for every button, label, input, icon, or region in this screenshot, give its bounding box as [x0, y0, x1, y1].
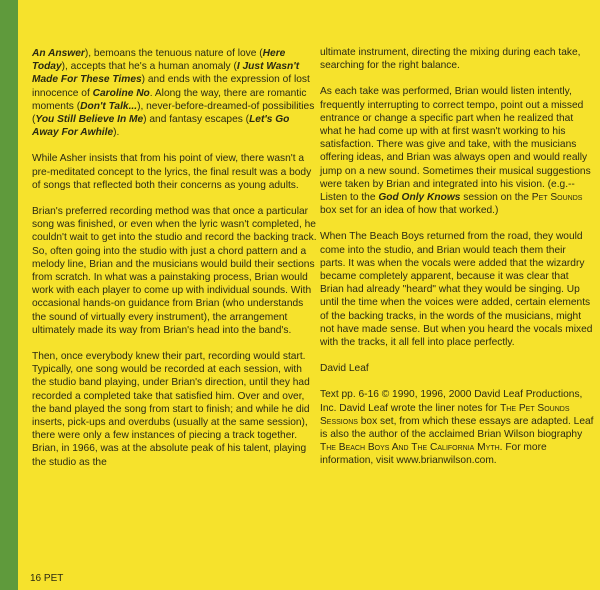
left-column — [32, 47, 317, 482]
booklet-page — [18, 0, 600, 590]
song-title: God Only Knows — [378, 192, 461, 204]
song-title: Caroline No — [92, 87, 150, 99]
paragraph-copyright — [320, 388, 594, 467]
text-span: As each take was performed, Brian would listen intently, frequently interrupting to correct tempo, point out a missed entrance or change a specific part when he realized that what he had come up with at first wasn't working to his satisfaction. There was give and take, with the musicians offering ideas, and Brian was always open and would really jump on a new sound. Sometimes their musical suggestions were taken by Brian and integrated into his vision. (e.g.--Listen to the — [320, 86, 591, 204]
song-title: Here Today — [32, 48, 286, 73]
text-span: ). — [113, 127, 120, 139]
text-span: ), never-before-dreamed-of possibilities ( — [32, 100, 315, 126]
book-title: The Beach Boys And The California Myth — [320, 442, 500, 454]
text-span: box set, from which these essays are adapted. Leaf is also the author of the acclaimed Brian Wilson biography — [320, 415, 594, 441]
song-title: Let's Go Away For Awhile — [32, 114, 290, 139]
page-number: 16 PET — [30, 573, 64, 584]
author-signature: David Leaf — [320, 363, 369, 375]
paragraph-mixing: ultimate instrument, directing the mixing during each take, searching for the right balance. — [320, 47, 581, 72]
paragraph-vocals: When The Beach Boys returned from the road, they would come into the studio, and Brian would teach them their parts. It was when the vocals were added that the wizardry became completely apparent, because it was clear that Brian had already "heard" what they would be singing. Up until the time when the voices were added, certain elements of the backing tracks, in the words of the musicians, might not have made sense. But when you heard the vocals mixed with the tracks, it all fell into place perfectly. — [320, 231, 593, 349]
song-title: I Just Wasn't Made For These Times — [32, 61, 300, 86]
right-column — [320, 46, 594, 481]
text-span: session on the — [460, 192, 532, 204]
text-span: ) and fantasy escapes ( — [143, 114, 250, 126]
paragraph-takes — [320, 85, 594, 217]
paragraph-asher: While Asher insists that from his point of view, there wasn't a pre-meditated concept to the lyrics, the final result was a body of songs that reflected both their concerns as young adults. — [32, 153, 312, 191]
text-span: Text pp. 6-16 © 1990, 1996, 2000 David Leaf Productions, Inc. David Leaf wrote the liner notes for — [320, 389, 583, 414]
song-title: You Still Believe In Me — [35, 114, 144, 126]
text-span: . For more information, visit www.brianwilson.com. — [320, 442, 547, 467]
song-title: Don't Talk... — [80, 100, 138, 112]
text-span: ), accepts that he's a human anomaly ( — [61, 61, 237, 73]
text-span: ), bemoans the tenuous nature of love ( — [84, 48, 263, 59]
album-title: The Pet Sounds Sessions — [320, 402, 570, 427]
paragraph-sessions: Then, once everybody knew their part, recording would start. Typically, one song would be recorded at each session, with the studio band playing, under Brian's direction, until they had recorded a completed take that satisfied him. Over and over, the band played the song from start to finish; and while he did inserts, pick-ups and overdubs (usually at the same session), there were only a few instances of piecing a track together. Brian, in 1966, was at the absolute peak of his talent, playing the studio as the — [32, 351, 310, 468]
text-span: box set for an idea of how that worked.) — [320, 205, 499, 217]
album-title: Pet Sounds — [531, 192, 583, 204]
text-span: ) and ends with the expression of lost innocence of — [32, 74, 310, 99]
text-span: . Along the way, there are romantic moments ( — [32, 87, 307, 112]
song-title: An Answer — [32, 48, 85, 59]
paragraph-recording-method: Brian's preferred recording method was that once a particular song was finished, or even when the lyric wasn't completed, he couldn't wait to get into the studio and record the backing track. So, often going into the studio with just a chord pattern and a melody line, Brian and the musicians would build their sections from scratch. In what was a painstaking process, Brian would work with each player to come up with individual sounds. With occasional hands-on guidance from Brian (who understands the sound of virtually every instrument), the arrangement ultimately made its way from Brian's head into the band's. — [32, 206, 317, 336]
paragraph-song-themes — [32, 47, 317, 139]
